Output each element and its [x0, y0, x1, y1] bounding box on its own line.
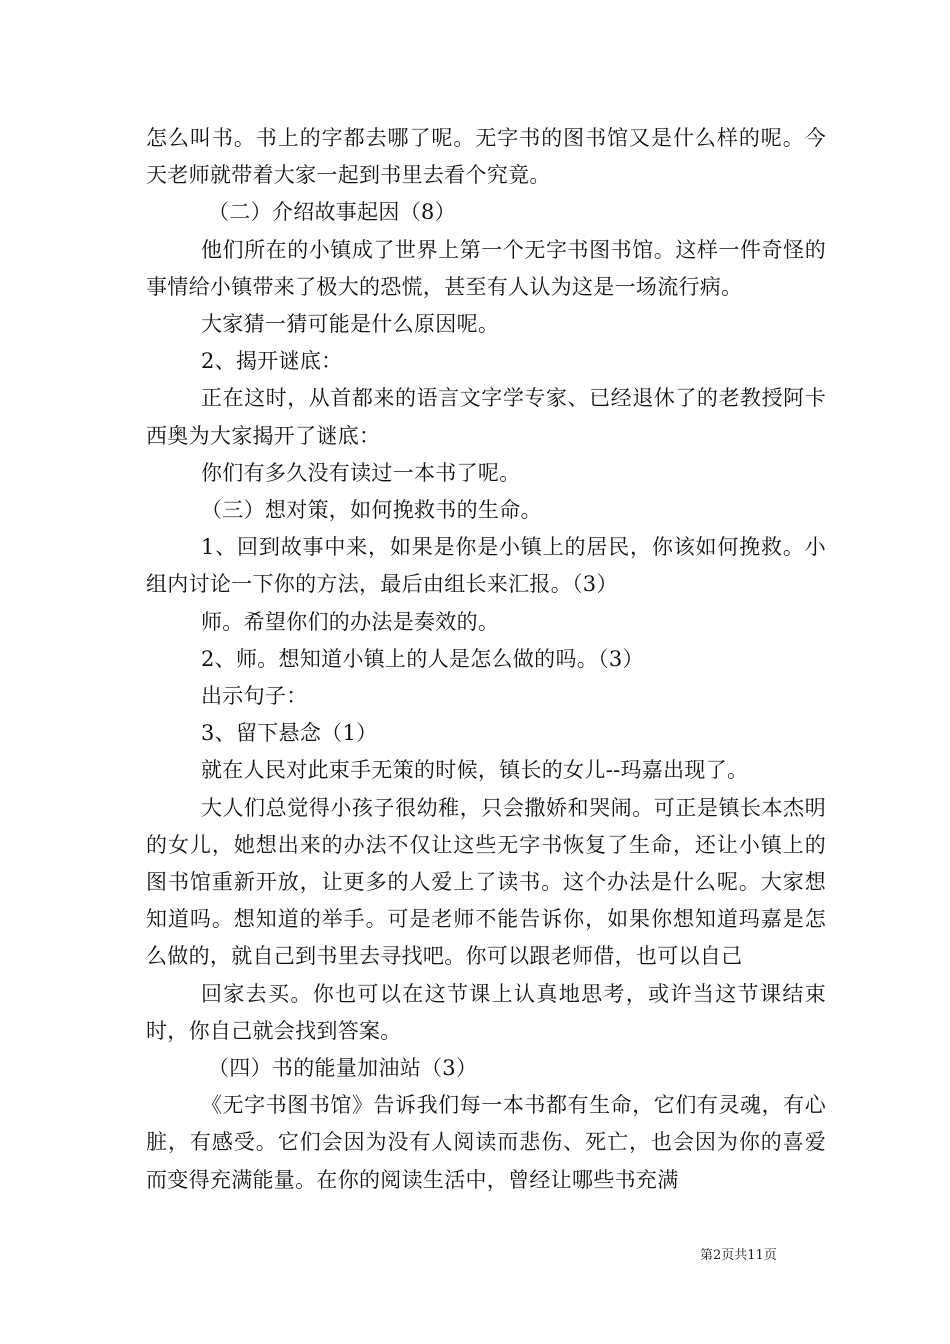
paragraph: 就在人民对此束手无策的时候，镇长的女儿--玛嘉出现了。 — [201, 758, 749, 783]
paragraph: 《无字书图书馆》告诉我们每一本书都有生命，它们有灵魂，有心脏，有感受。它们会因为没有人阅读而悲伤、死亡，也会因为你的喜爱而变得充满能量。在你的阅读生活中，曾经让哪些书充满 — [146, 1093, 826, 1192]
paragraph: （四）书的能量加油站（3） — [208, 1056, 478, 1081]
paragraph: 3、留下悬念（1） — [201, 721, 378, 746]
paragraph: 2、揭开谜底： — [201, 349, 343, 374]
paragraph: 回家去买。你也可以在这节课上认真地思考，或许当这节课结束时，你自己就会找到答案。 — [146, 981, 826, 1043]
paragraph: 他们所在的小镇成了世界上第一个无字书图书馆。这样一件奇怪的事情给小镇带来了极大的恐慌，甚至有人认为这是一场流行病。 — [146, 237, 826, 299]
paragraph: 大人们总觉得小孩子很幼稚，只会撒娇和哭闹。可正是镇长本杰明的女儿，她想出来的办法不仅让这些无字书恢复了生命，还让小镇上的图书馆重新开放，让更多的人爱上了读书。这个办法是什么呢。大家想知道吗。想知道的举手。可是老师不能告诉你，如果你想知道玛嘉是怎么做的，就自己到书里去寻找吧。你可以跟老师借，也可以自己 — [146, 795, 826, 969]
document-body — [146, 120, 826, 1199]
page-number-footer: 第2页共11页 — [700, 1248, 777, 1263]
paragraph: 出示句子： — [201, 684, 308, 709]
paragraph: 正在这时，从首都来的语言文字学专家、已经退休了的老教授阿卡西奥为大家揭开了谜底： — [146, 386, 826, 448]
paragraph: （三）想对策，如何挽救书的生命。 — [201, 498, 542, 523]
paragraph: 师。希望你们的办法是奏效的。 — [201, 609, 500, 634]
paragraph: 你们有多久没有读过一本书了呢。 — [201, 460, 521, 485]
paragraph: 怎么叫书。书上的字都去哪了呢。无字书的图书馆又是什么样的呢。今天老师就带着大家一起到书里去看个究竟。 — [146, 126, 826, 188]
paragraph: 1、回到故事中来，如果是你是小镇上的居民，你该如何挽救。小组内讨论一下你的方法，最后由组长来汇报。（3） — [146, 535, 826, 597]
paragraph: 2、师。想知道小镇上的人是怎么做的吗。（3） — [201, 646, 644, 671]
paragraph: （二）介绍故事起因（8） — [208, 200, 456, 225]
paragraph: 大家猜一猜可能是什么原因呢。 — [201, 312, 500, 337]
